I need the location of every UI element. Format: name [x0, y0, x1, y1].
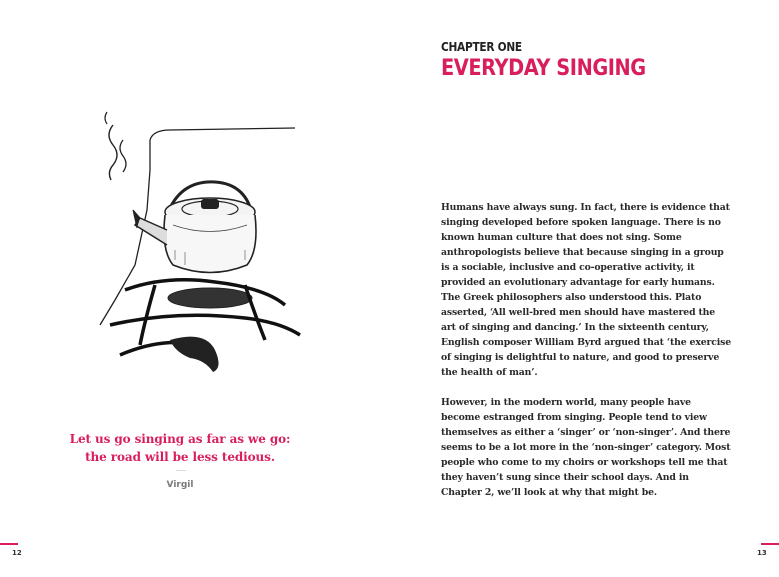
- page-number-left: 12: [12, 549, 22, 557]
- right-page: [389, 0, 779, 577]
- body-text: [441, 200, 731, 515]
- chapter-label: CHAPTER ONE: [441, 40, 522, 54]
- folio-rule-left: [0, 543, 18, 545]
- epigraph-quote: [40, 430, 320, 466]
- folio-rule-right: [761, 543, 779, 545]
- paragraph-1: Humans have always sung. In fact, there is evidence that singing developed before spoken language. There is no known human culture that does not sing. Some anthropologists believe that because singing in a group is a sociable, inclusive and co-operative activity, it provided an evolutionary advantage for early humans. The Greek philosophers also understood this. Plato asserted, ‘All well-bred men should have mastered the art of singing and dancing.’ In the sixteenth century, English composer William Byrd argued that ‘the exercise of singing is delightful to nature, and good to preserve the health of man’.: [441, 202, 731, 378]
- paragraph-2: However, in the modern world, many people have become estranged from singing. People tend to view themselves as either a ‘singer’ or ‘non-singer’. And there seems to be a lot more in the ‘non-singer’ category. Most people who come to my choirs or workshops tell me that they haven’t sung since their school days. And in Chapter 2, we’ll look at why that might be.: [441, 397, 731, 498]
- left-page: [0, 0, 389, 577]
- quote-divider: [176, 470, 186, 471]
- page-number-right: 13: [757, 549, 767, 557]
- quote-line-1: Let us go singing as far as we go:: [69, 432, 291, 446]
- kettle-on-stove-illustration: [95, 100, 325, 390]
- quote-line-2: the road will be less tedious.: [85, 450, 275, 464]
- chapter-title: EVERYDAY SINGING: [441, 56, 646, 81]
- quote-author: Virgil: [166, 480, 194, 490]
